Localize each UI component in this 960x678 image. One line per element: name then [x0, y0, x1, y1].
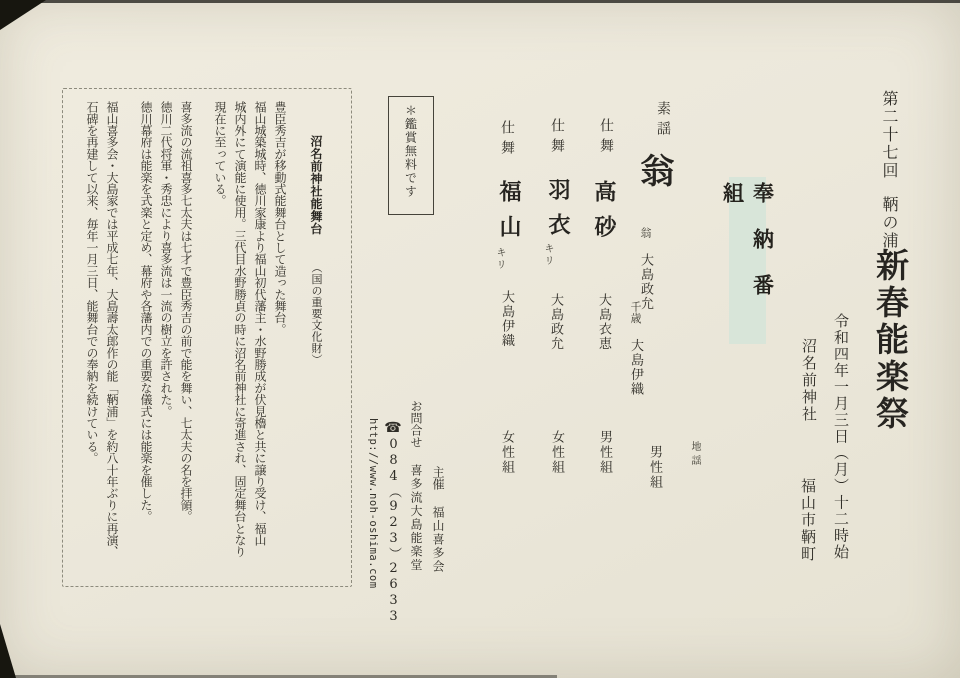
cast-role: 千歳 — [629, 301, 642, 324]
stage-text-line: 喜多流の流祖喜多七太夫は七才で豊臣秀吉の前で能を舞い、七太夫の名を拝領。 — [179, 101, 193, 523]
scan-corner-top-left — [0, 0, 46, 30]
program-entry-genre: 仕舞 — [499, 120, 515, 160]
stage-text-line: 城内外にて演能に使用。三代目水野勝貞の時に沼名前神社に寄進され、固定舞台となり — [233, 101, 247, 558]
cast-name: 大島政允 — [548, 293, 563, 351]
organizer-label: 主催 — [431, 466, 445, 490]
stage-title-column — [308, 101, 325, 574]
organizer-line — [430, 466, 447, 573]
scan-corner-bottom-left — [0, 624, 16, 678]
cast-role: 翁 — [639, 227, 652, 239]
program-entry-genre: 素謡 — [655, 101, 671, 141]
inquiry-line — [408, 400, 425, 572]
event-datetime: 令和四年一月三日（月）十二時始 — [832, 313, 850, 561]
program-entry-title: 翁 — [634, 153, 674, 187]
program-entry-title: 福山 — [496, 180, 522, 250]
phone-number: 084（923）2633 — [386, 437, 401, 625]
program-section-label: 奉納番組 — [720, 182, 776, 320]
event-place: 鞆の浦 — [880, 196, 899, 251]
stage-text-line: 福山城築城時、徳川家康より福山初代藩主・水野勝成が伏見櫓と共に譲り受け、福山 — [253, 101, 267, 546]
stage-text-line: 石碑を再建して以来、毎年一月三日、能舞台での奉納を続けている。 — [85, 101, 99, 464]
chorus-group: 男性組 — [597, 430, 612, 475]
stage-text-line: 豊臣秀吉が移動式能舞台として造った舞台。 — [273, 101, 287, 336]
inquiry-label: お問合せ — [409, 400, 423, 448]
stage-title: 沼名前神社能舞台 — [309, 135, 323, 235]
stage-history-box — [62, 88, 352, 587]
edition-number: 第二十七回 — [880, 90, 899, 180]
stage-subtitle: （国の重要文化財） — [310, 261, 323, 366]
inquiry-name: 喜多流大島能楽堂 — [409, 463, 423, 572]
jiutai-chorus-label: 地謡 — [689, 441, 700, 469]
website-url: http://www.noh-oshima.com — [367, 418, 379, 589]
kiri-annotation: キリ — [494, 247, 505, 271]
free-admission-note: ＊鑑賞無料です — [403, 104, 418, 199]
program-entry-genre: 仕舞 — [598, 118, 614, 158]
stage-text-line: 福山喜多会・大島家では平成七年、大島壽太郎作の能「鞆浦」を約八十年ぶりに再演、 — [105, 101, 119, 558]
stage-text-line: 徳川二代将軍・秀忠により喜多流は一流の樹立を許された。 — [159, 101, 173, 417]
chorus-group: 男性組 — [647, 445, 662, 490]
stage-history-content — [63, 89, 351, 586]
program-cast-line — [636, 227, 655, 311]
event-edition-line — [878, 90, 901, 250]
organizer-name: 福山喜多会 — [431, 505, 445, 574]
phone-line — [384, 420, 403, 625]
cast-name: 大島伊織 — [499, 290, 514, 348]
program-cast-line — [626, 301, 645, 396]
cast-name: 大島政允 — [638, 252, 653, 311]
stage-text-line: 現在に至っている。 — [213, 101, 227, 207]
program-entry-title: 羽衣 — [545, 178, 571, 248]
program-entry-title: 高砂 — [591, 180, 617, 250]
stage-paragraph — [210, 101, 290, 574]
event-venue-city: 福山市鞆町 — [799, 478, 817, 563]
cast-name: 大島衣恵 — [596, 293, 611, 351]
cast-name: 大島伊織 — [628, 338, 643, 397]
free-admission-box — [388, 96, 434, 215]
stage-paragraph — [82, 101, 122, 574]
event-venue: 沼名前神社 — [800, 338, 818, 423]
stage-paragraph — [136, 101, 196, 574]
chorus-group: 女性組 — [499, 430, 514, 475]
event-title: 新春能楽祭 — [871, 248, 910, 433]
program-entry-genre: 仕舞 — [549, 118, 565, 158]
phone-icon: ☎ — [385, 420, 401, 437]
stage-text-line: 徳川幕府は能楽を式楽と定め、幕府や各藩内での重要な儀式には能楽を催した。 — [139, 101, 153, 523]
program-section-badge — [720, 177, 776, 344]
scan-edge-top — [0, 0, 960, 3]
chorus-group: 女性組 — [549, 430, 564, 475]
kiri-annotation: キリ — [542, 243, 553, 267]
